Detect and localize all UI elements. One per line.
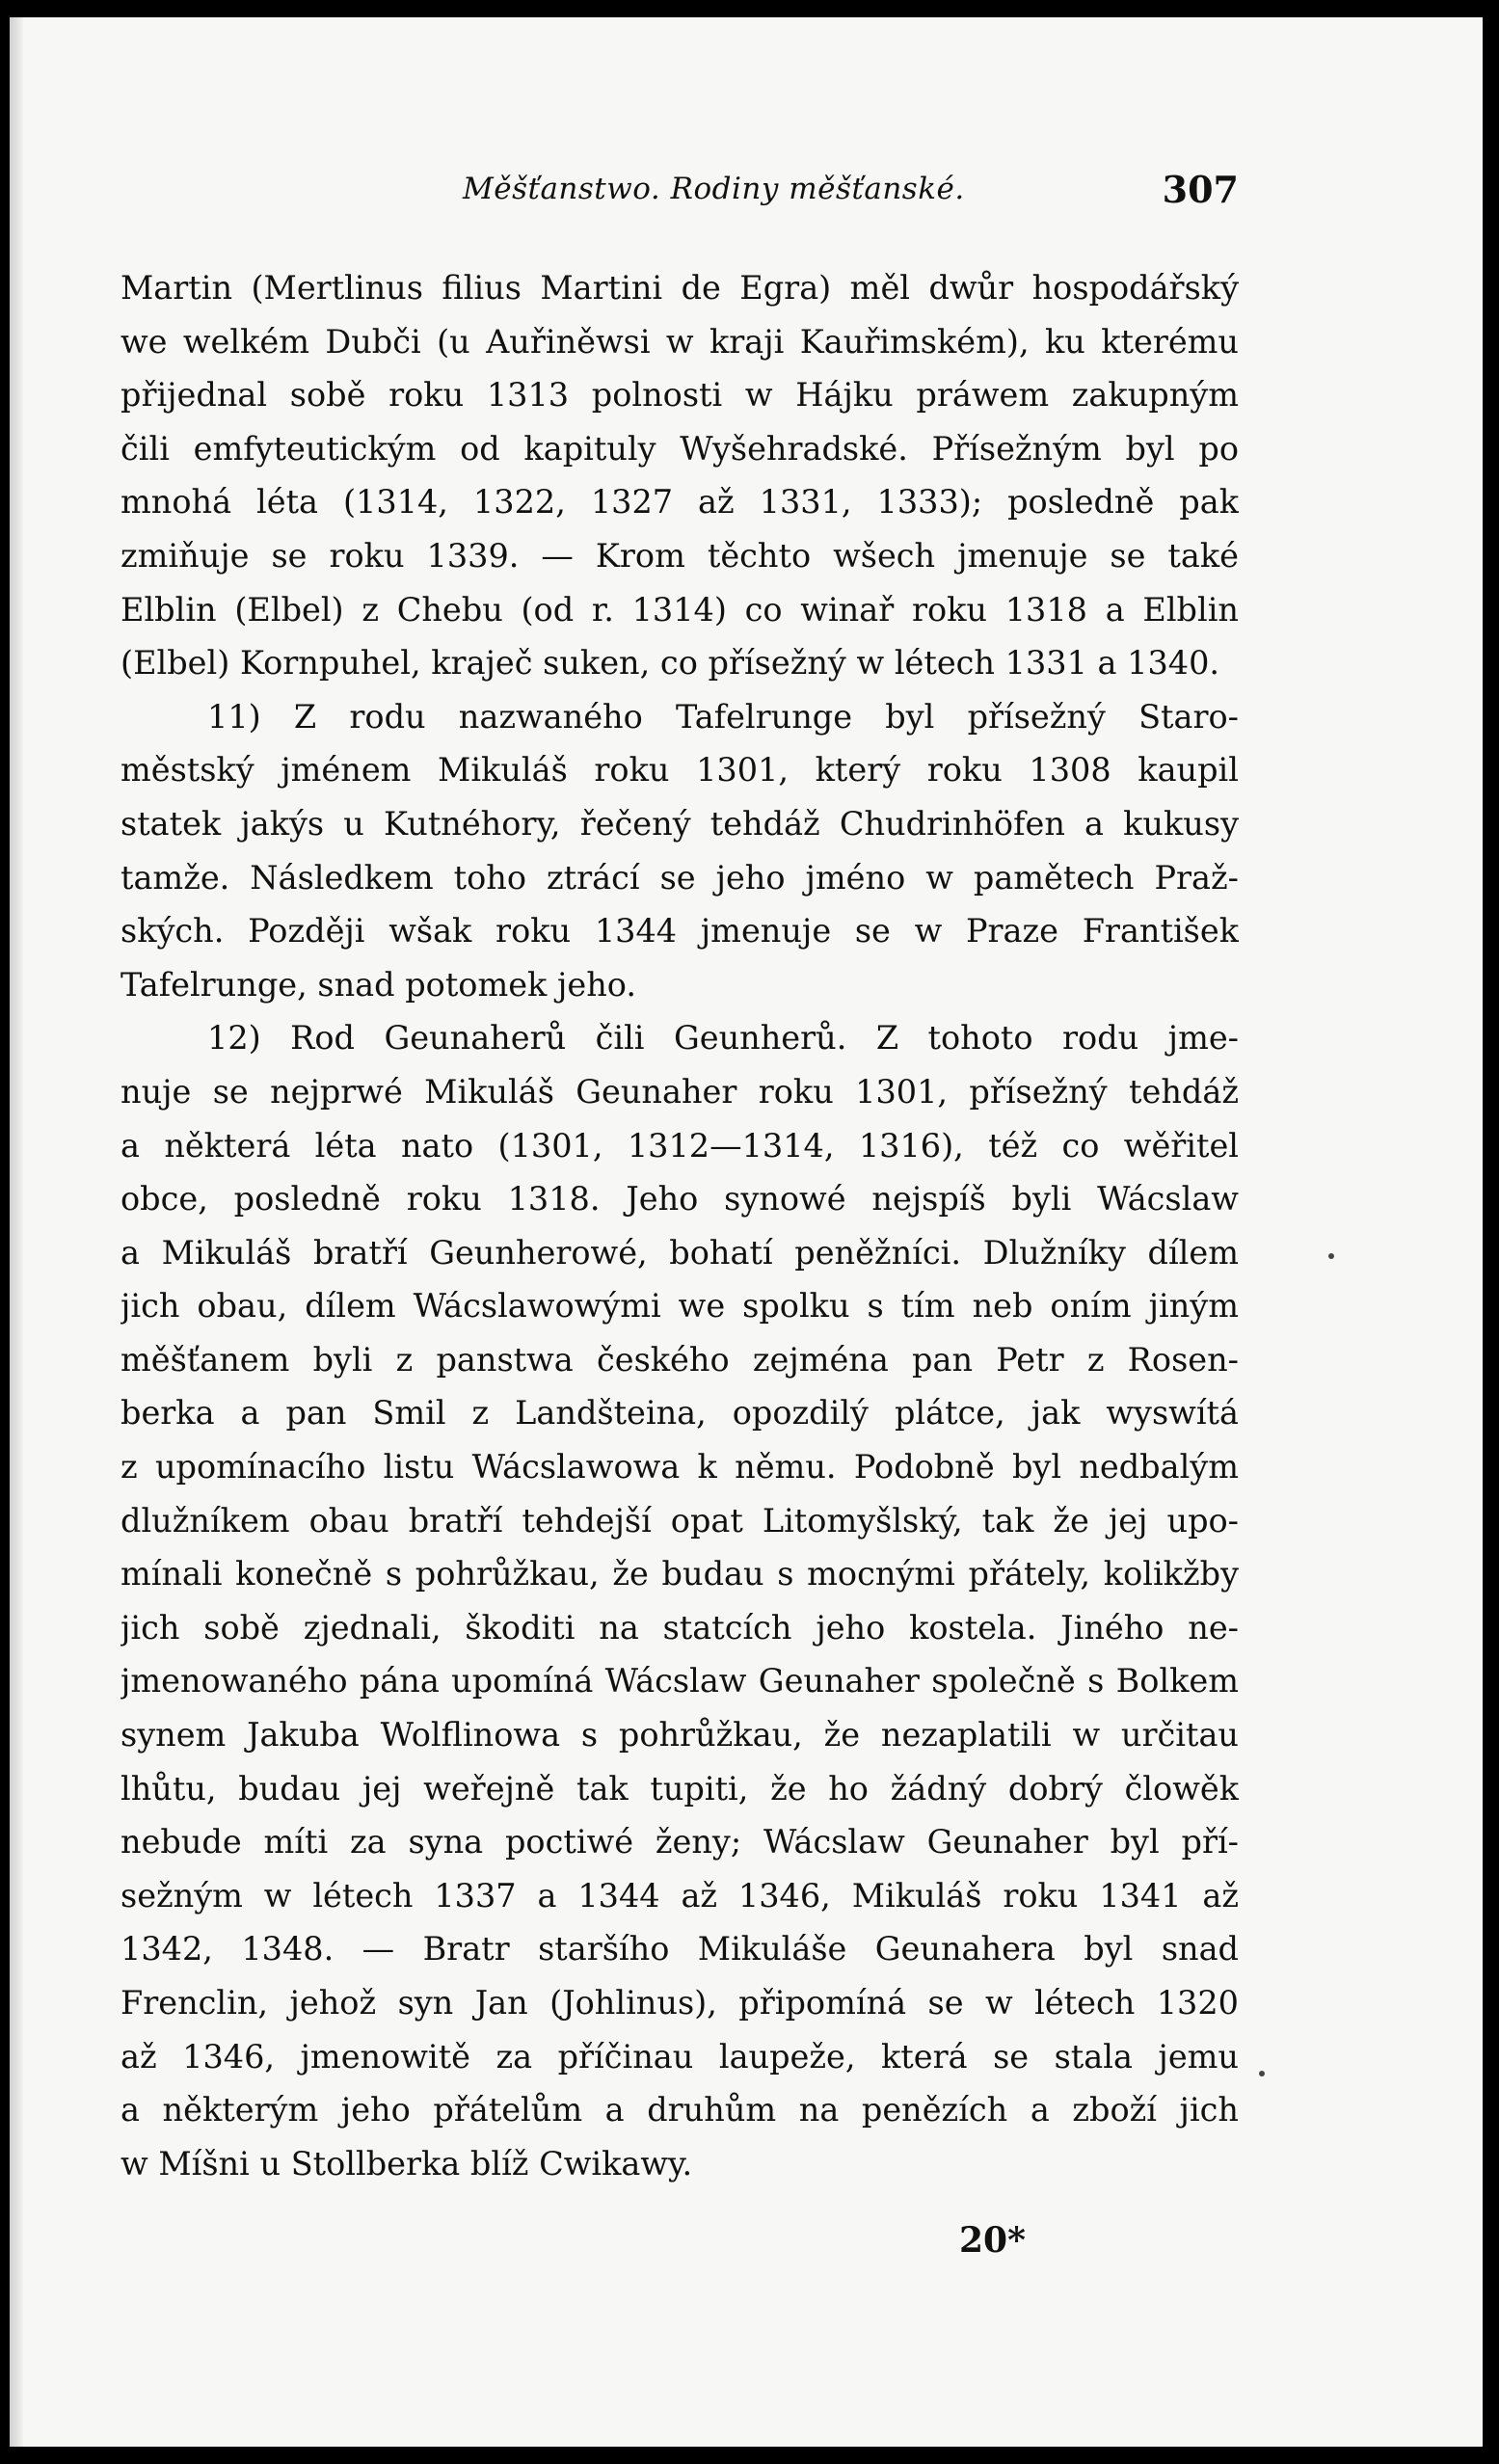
text-line: a některá léta nato (1301, 1312—1314, 1316), též co wěřitel <box>120 1126 1239 1165</box>
book-page <box>10 17 1483 2447</box>
text-line: we welkém Dubči (u Auřiněwsi w kraji Kauřimském), ku kterému <box>120 322 1239 361</box>
text-line: sežným w létech 1337 a 1344 až 1346, Mikuláš roku 1341 až <box>120 1876 1239 1915</box>
page-number: 307 <box>1162 168 1239 211</box>
text-line: statek jakýs u Kutnéhory, řečený tehdáž Chudrinhöfen a kukusy <box>120 804 1239 843</box>
text-line: čili emfyteutickým od kapituly Wyšehradské. Přísežným byl po <box>120 429 1239 468</box>
text-line: nuje se nejprwé Mikuláš Geunaher roku 1301, přísežný tehdáž <box>120 1072 1239 1111</box>
text-line: přijednal sobě roku 1313 polnosti w Hájku práwem zakupným <box>120 376 1239 415</box>
text-line: jich sobě zjednali, škoditi na statcích jeho kostela. Jiného ne- <box>120 1608 1239 1647</box>
text-line: lhůtu, budau jej weřejně tak tupiti, že ho žádný dobrý člowěk <box>120 1769 1239 1808</box>
text-line: ských. Později wšak roku 1344 jmenuje se w Praze František <box>120 912 1239 951</box>
print-speck <box>1259 2071 1265 2076</box>
text-line: z upomínacího listu Wácslawowa k němu. Podobně byl nedbalým <box>120 1448 1239 1486</box>
text-line: dlužníkem obau bratří tehdejší opat Litomyšlský, tak že jej upo- <box>120 1501 1239 1540</box>
running-title: Měšťanstwo. Rodiny měšťanské. <box>463 172 965 206</box>
page-gutter-shadow <box>10 17 23 2447</box>
text-line: zmiňuje se roku 1339. — Krom těchto wšech jmenuje se také <box>120 536 1239 575</box>
text-line: mnohá léta (1314, 1322, 1327 až 1331, 1333); posledně pak <box>120 483 1239 522</box>
text-line: tamže. Následkem toho ztrácí se jeho jméno w pamětech Praž- <box>120 858 1239 897</box>
text-line: Tafelrunge, snad potomek jeho. <box>120 965 637 1004</box>
page-header <box>120 162 1239 220</box>
text-line: 1342, 1348. — Bratr staršího Mikuláše Geunahera byl snad <box>120 1930 1239 1969</box>
text-line: měšťanem byli z panstwa českého zejména pan Petr z Rosen- <box>120 1340 1239 1379</box>
text-line: synem Jakuba Wolflinowa s pohrůžkau, že nezaplatili w určitau <box>120 1716 1239 1754</box>
text-line: až 1346, jmenowitě za příčinau laupeže, která se stala jemu <box>120 2037 1239 2076</box>
body-text <box>120 261 1239 2190</box>
text-line: a některým jeho přátelům a druhům na penězích a zboží jich <box>120 2091 1239 2129</box>
signature-mark: 20* <box>959 2220 1026 2261</box>
text-line: městský jménem Mikuláš roku 1301, který roku 1308 kaupil <box>120 751 1239 790</box>
text-line: 11) Z rodu nazwaného Tafelrunge byl přísežný Staro- <box>207 697 1239 736</box>
text-line: jich obau, dílem Wácslawowými we spolku s tím neb oním jiným <box>120 1287 1239 1326</box>
text-line: obce, posledně roku 1318. Jeho synowé nejspíš byli Wácslaw <box>120 1180 1239 1219</box>
text-line: w Míšni u Stollberka blíž Cwikawy. <box>120 2144 693 2183</box>
text-line: 12) Rod Geunaherů čili Geunherů. Z tohoto rodu jme- <box>207 1019 1239 1058</box>
text-line: mínali konečně s pohrůžkau, že budau s mocnými přátely, kolikžby <box>120 1555 1239 1594</box>
text-line: a Mikuláš bratří Geunherowé, bohatí peněžníci. Dlužníky dílem <box>120 1233 1239 1272</box>
text-line: Frenclin, jehož syn Jan (Johlinus), připomíná se w létech 1320 <box>120 1984 1239 2022</box>
print-speck <box>1328 1253 1334 1259</box>
text-line: berka a pan Smil z Landšteina, opozdilý plátce, jak wyswítá <box>120 1394 1239 1433</box>
text-line: (Elbel) Kornpuhel, kraječ suken, co přísežný w létech 1331 a 1340. <box>120 644 1220 683</box>
text-line: nebude míti za syna poctiwé ženy; Wácslaw Geunaher byl pří- <box>120 1823 1239 1861</box>
text-line: jmenowaného pána upomíná Wácslaw Geunaher společně s Bolkem <box>120 1662 1239 1701</box>
text-line: Martin (Mertlinus filius Martini de Egra) měl dwůr hospodářský <box>120 269 1239 307</box>
text-line: Elblin (Elbel) z Chebu (od r. 1314) co winař roku 1318 a Elblin <box>120 590 1239 629</box>
